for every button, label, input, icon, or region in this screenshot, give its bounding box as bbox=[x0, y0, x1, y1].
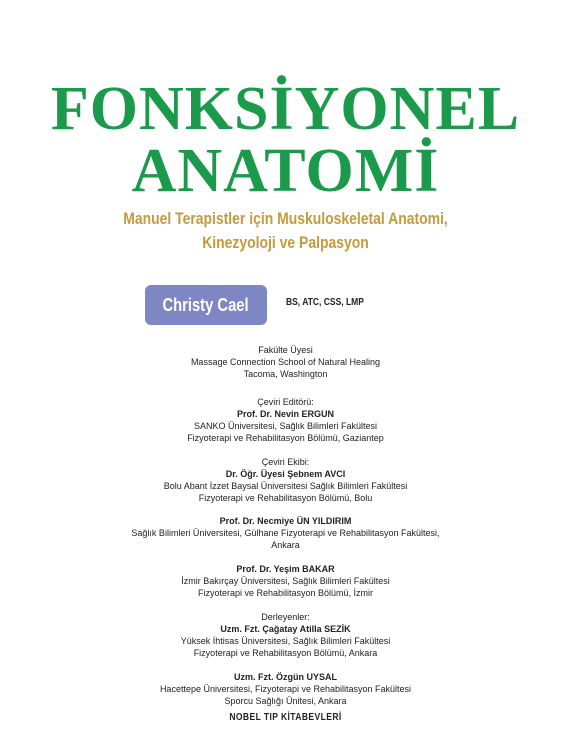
editor-institution: SANKO Üniversitesi, Sağlık Bilimleri Fakültesi bbox=[193, 421, 378, 431]
editor-department: Fizyoterapi ve Rehabilitasyon Bölümü, Gaziantep bbox=[187, 433, 384, 443]
team-label: Çeviri Ekibi: bbox=[261, 457, 310, 467]
author-name-box bbox=[145, 285, 267, 325]
book-subtitle-line-1: Manuel Terapistler için Muskuloskeletal Anatomi, bbox=[123, 209, 448, 228]
member-institution: Sağlık Bilimleri Üniversitesi, Gülhane Fizyoterapi ve Rehabilitasyon Fakültesi, bbox=[131, 528, 440, 538]
member-department: Fizyoterapi ve Rehabilitasyon Bölümü, İzmir bbox=[197, 588, 374, 598]
member-institution: İzmir Bakırçay Üniversitesi, Sağlık Bilimleri Fakültesi bbox=[181, 576, 390, 586]
compiler-member bbox=[0, 611, 571, 659]
member-name: Dr. Öğr. Üyesi Şebnem AVCI bbox=[225, 469, 346, 479]
author-credentials: BS, ATC, CSS, LMP bbox=[286, 297, 364, 308]
member-department: Ankara bbox=[271, 540, 300, 550]
affiliation-line: Fakülte Üyesi bbox=[258, 345, 313, 355]
member-institution: Hacettepe Üniversitesi, Fizyoterapi ve Rehabilitasyon Fakültesi bbox=[159, 684, 412, 694]
member-name: Uzm. Fzt. Özgün UYSAL bbox=[234, 672, 337, 682]
translation-team-member bbox=[0, 563, 571, 599]
editor-label: Çeviri Editörü: bbox=[257, 397, 314, 407]
book-title-line-2: ANATOMİ bbox=[131, 137, 440, 205]
member-institution: Bolu Abant İzzet Baysal Üniversitesi Sağlık Bilimleri Fakültesi bbox=[163, 481, 408, 491]
member-department: Fizyoterapi ve Rehabilitasyon Bölümü, Bolu bbox=[198, 493, 373, 503]
translation-team-member bbox=[0, 515, 571, 551]
translation-team-member bbox=[0, 456, 571, 504]
member-department: Fizyoterapi ve Rehabilitasyon Bölümü, Ankara bbox=[193, 648, 378, 658]
member-institution: Yüksek İhtisas Üniversitesi, Sağlık Bilimleri Fakültesi bbox=[180, 636, 391, 646]
member-name: Prof. Dr. Necmiye ÜN YILDIRIM bbox=[219, 516, 352, 526]
member-name: Prof. Dr. Yeşim BAKAR bbox=[236, 564, 335, 574]
member-name: Uzm. Fzt. Çağatay Atilla SEZİK bbox=[220, 624, 351, 634]
affiliation-line: Tacoma, Washington bbox=[243, 369, 328, 379]
book-subtitle-line-2: Kinezyoloji ve Palpasyon bbox=[202, 233, 369, 252]
compiler-member bbox=[0, 671, 571, 707]
member-department: Sporcu Sağlığı Ünitesi, Ankara bbox=[224, 696, 347, 706]
author-affiliation bbox=[0, 344, 571, 380]
editor-name: Prof. Dr. Nevin ERGUN bbox=[236, 409, 335, 419]
author-name: Christy Cael bbox=[162, 294, 250, 315]
translation-editor bbox=[0, 396, 571, 444]
affiliation-line: Massage Connection School of Natural Healing bbox=[190, 357, 381, 367]
publisher-name: NOBEL TIP KİTABEVLERİ bbox=[229, 712, 342, 723]
compilers-label: Derleyenler: bbox=[261, 612, 310, 622]
book-title-line-1: FONKSİYONEL bbox=[50, 75, 521, 143]
